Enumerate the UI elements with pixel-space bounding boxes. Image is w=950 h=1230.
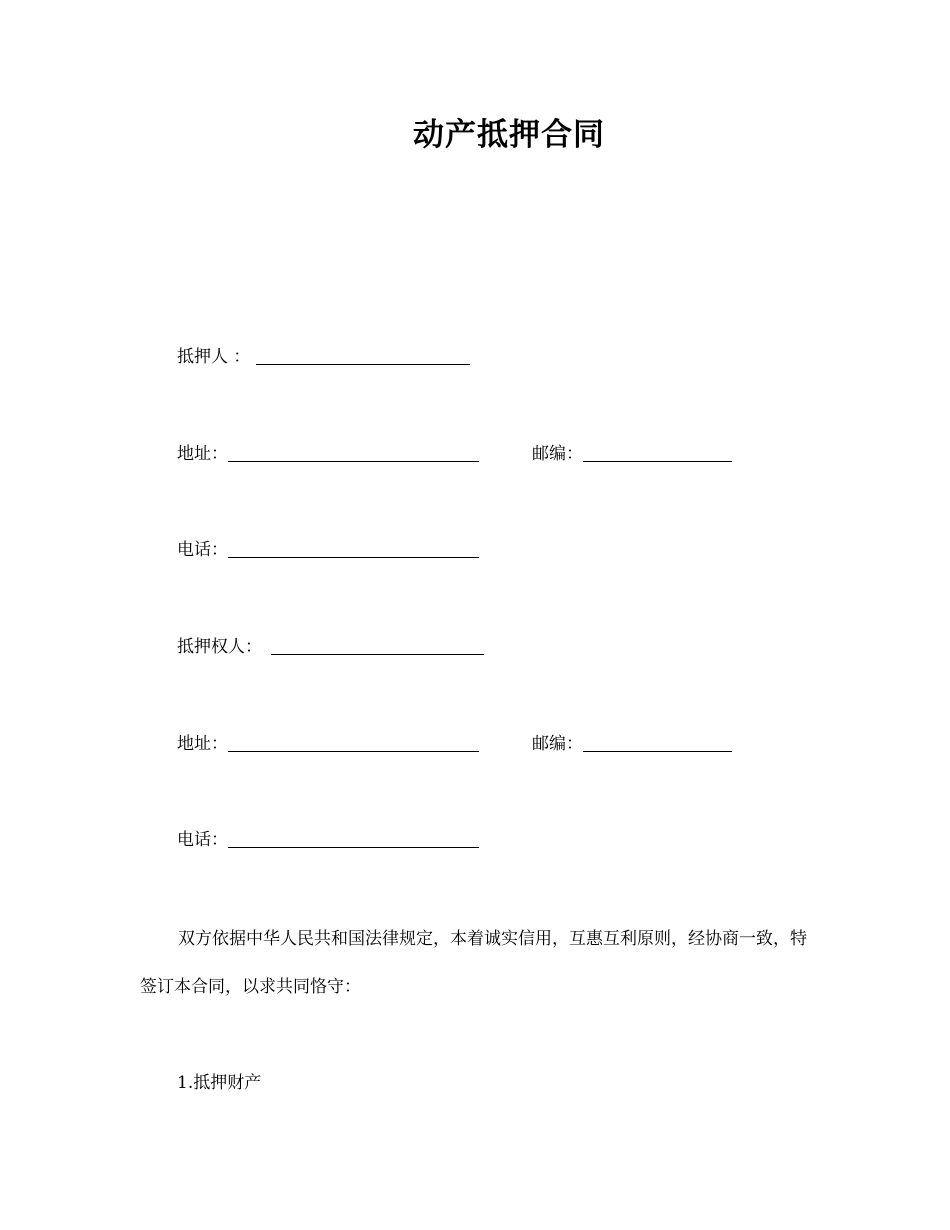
mortgagee-name-blank — [271, 653, 484, 655]
preamble-text: 双方依据中华人民共和国法律规定，本着诚实信用，互惠互利原则，经协商一致，特签订本合同，以求共同恪守： — [140, 929, 807, 997]
mortgagee-postcode-field — [532, 727, 732, 755]
mortgagee-name-label: 抵押权人： — [177, 637, 262, 657]
mortgagee-address-label: 地址： — [177, 734, 228, 754]
mortgagee-phone-field — [177, 823, 479, 851]
mortgagee-phone-blank — [228, 846, 479, 848]
document-title: 动产抵押合同 — [413, 117, 605, 153]
mortgagor-name-field — [177, 340, 470, 368]
mortgagor-postcode-blank — [583, 460, 732, 462]
section-1-heading: 1.抵押财产 — [177, 1073, 262, 1093]
mortgagor-name-label: 抵押人 ： — [177, 347, 251, 367]
preamble-paragraph — [140, 915, 815, 1011]
mortgagor-postcode-label: 邮编： — [532, 444, 583, 464]
mortgagor-name-blank — [256, 363, 470, 365]
mortgagor-address-blank — [228, 460, 479, 462]
mortgagee-postcode-label: 邮编： — [532, 734, 583, 754]
mortgagee-phone-label: 电话： — [177, 830, 228, 850]
mortgagee-postcode-blank — [583, 750, 732, 752]
mortgagor-address-label: 地址： — [177, 444, 228, 464]
mortgagee-address-field — [177, 727, 479, 755]
mortgagee-name-field — [177, 630, 484, 658]
mortgagor-phone-field — [177, 533, 479, 561]
mortgagor-phone-blank — [228, 556, 479, 558]
mortgagee-address-blank — [228, 750, 479, 752]
mortgagor-address-field — [177, 437, 479, 465]
mortgagor-postcode-field — [532, 437, 732, 465]
mortgagor-phone-label: 电话： — [177, 540, 228, 560]
